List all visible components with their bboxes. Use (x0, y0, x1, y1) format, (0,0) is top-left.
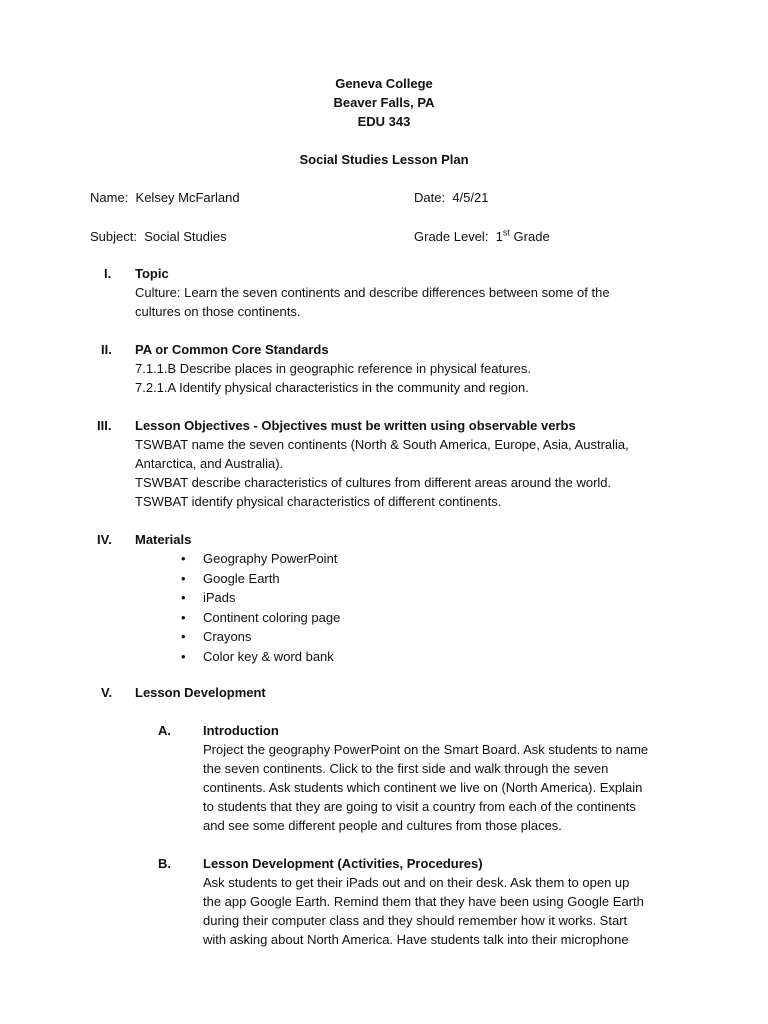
date-value: 4/5/21 (452, 190, 489, 205)
subsection-text-line: continents. Ask students which continent we live on (North America). Explain (203, 780, 643, 795)
section-title-materials: Materials (135, 532, 192, 547)
list-item: • Continent coloring page (181, 608, 340, 628)
grade-row (414, 227, 550, 246)
section-text-line: cultures on those continents. (135, 304, 301, 319)
bullet-icon: • (181, 609, 186, 625)
subsection-text-line: during their computer class and they should remember how it works. Start (203, 913, 628, 928)
date-label: Date: (414, 190, 446, 205)
subsection-letter: B. (158, 856, 171, 871)
section-text-line: TSWBAT describe characteristics of cultures from different areas around the world. (135, 475, 612, 490)
grade-value-word: Grade (513, 229, 550, 244)
section-number: II. (101, 342, 112, 357)
subsection-text-line: Project the geography PowerPoint on the Smart Board. Ask students to name (203, 742, 649, 757)
grade-value-number: 1 (495, 229, 503, 244)
subsection-text-line: the app Google Earth. Remind them that they have been using Google Earth (203, 894, 644, 909)
subject-value: Social Studies (144, 229, 227, 244)
bullet-icon: • (181, 648, 186, 664)
name-row (90, 188, 690, 207)
section-text-line: Culture: Learn the seven continents and describe differences between some of the (135, 285, 610, 300)
section-number: I. (104, 266, 112, 281)
section-title-objectives: Lesson Objectives - Objectives must be written using observable verbs (135, 418, 576, 433)
subject-label: Subject: (90, 229, 137, 244)
section-text-line: TSWBAT name the seven continents (North & South America, Europe, Asia, Australia, (135, 437, 629, 452)
date-row (414, 188, 488, 207)
materials-list (181, 549, 340, 667)
subsection-text-line: and see some different people and cultures from those places. (203, 818, 562, 833)
list-item: • Geography PowerPoint (181, 549, 340, 569)
bullet-icon: • (181, 590, 186, 606)
subject-row (90, 227, 690, 246)
section-title-standards: PA or Common Core Standards (135, 342, 329, 357)
section-text-line: Antarctica, and Australia). (135, 456, 284, 471)
section-number: III. (97, 418, 112, 433)
section-text-line: TSWBAT identify physical characteristics of different continents. (135, 494, 502, 509)
document-title: Social Studies Lesson Plan (299, 152, 469, 167)
list-item: • iPads (181, 588, 340, 608)
section-number: IV. (97, 532, 112, 547)
college-location: Beaver Falls, PA (333, 95, 435, 110)
subsection-letter: A. (158, 723, 171, 738)
list-item: • Color key & word bank (181, 647, 340, 667)
section-text-line: 7.2.1.A Identify physical characteristics in the community and region. (135, 380, 529, 395)
subsection-text-line: to students that they are going to visit a country from each of the continents (203, 799, 636, 814)
subsection-text-line: Ask students to get their iPads out and on their desk. Ask them to open up (203, 875, 630, 890)
grade-value-superscript: st (502, 227, 510, 238)
bullet-icon: • (181, 629, 186, 645)
section-number: V. (101, 685, 113, 700)
list-item: • Google Earth (181, 569, 340, 589)
section-text-line: 7.1.1.B Describe places in geographic reference in physical features. (135, 361, 531, 376)
subsection-text-line: the seven continents. Click to the first side and walk through the seven (203, 761, 609, 776)
subsection-text-line: with asking about North America. Have students talk into their microphone (203, 932, 629, 947)
grade-label: Grade Level: (414, 229, 489, 244)
subsection-title-introduction: Introduction (203, 723, 279, 738)
bullet-icon: • (181, 570, 186, 586)
bullet-icon: • (181, 551, 186, 566)
college-name: Geneva College (335, 76, 433, 91)
section-title-lesson-development: Lesson Development (135, 685, 266, 700)
list-item: • Crayons (181, 627, 340, 647)
name-value: Kelsey McFarland (135, 190, 240, 205)
course-code: EDU 343 (357, 114, 411, 129)
subsection-title-activities: Lesson Development (Activities, Procedures) (203, 856, 483, 871)
name-label: Name: (90, 190, 129, 205)
section-title-topic: Topic (135, 266, 169, 281)
